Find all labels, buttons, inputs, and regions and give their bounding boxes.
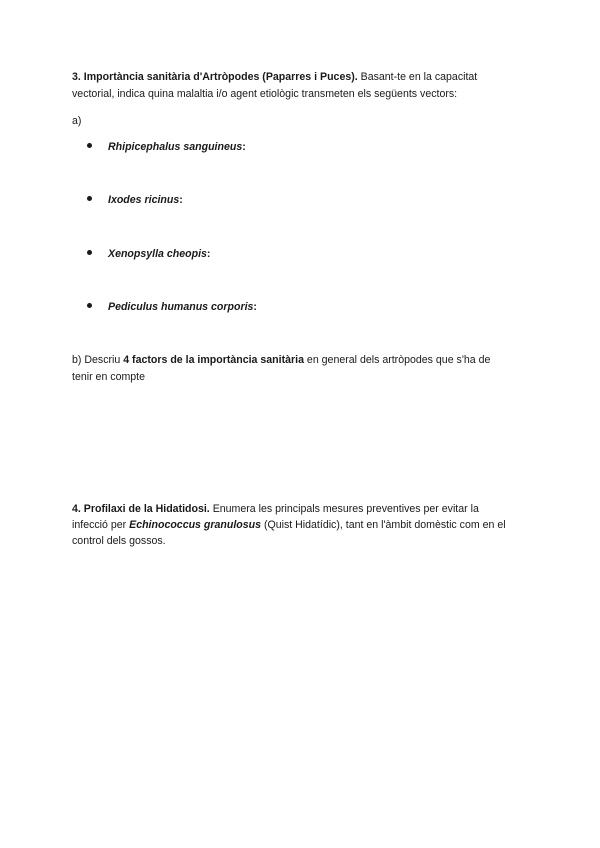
species-name: Echinococcus granulosus — [129, 519, 261, 531]
q3-part-b-line-2: tenir en compte — [72, 371, 146, 383]
q3-title: 3. Importància sanitària d'Artròpodes (Paparres i Puces). — [72, 71, 358, 83]
q3-line-2: vectorial, indica quina malaltia i/o agent etiològic transmeten els següents vectors: — [72, 88, 458, 100]
q4-line-2-prefix: infecció per — [72, 519, 130, 531]
vector-colon: : — [206, 248, 211, 260]
q4-line-2-rest: (Quist Hidatídic), tant en l'àmbit domèstic com en el — [261, 519, 506, 531]
q4-line-3: control dels gossos. — [72, 535, 166, 547]
q3-intro-text: Basant-te en la capacitat — [357, 71, 478, 83]
q4-line-1 — [72, 502, 479, 516]
q4-line-2 — [72, 518, 506, 532]
vector-name: Pediculus humanus corporis — [108, 301, 254, 313]
list-item — [87, 140, 246, 154]
part-b-rest: en general dels artròpodes que s'ha de — [303, 354, 491, 366]
list-item — [87, 247, 210, 261]
list-item — [87, 300, 257, 314]
part-b-bold: 4 factors de la importància sanitària — [123, 354, 304, 366]
bullet-icon — [87, 143, 92, 148]
vector-name: Rhipicephalus sanguineus — [108, 141, 243, 153]
vector-colon: : — [242, 141, 246, 153]
q3-line-1 — [72, 70, 477, 84]
bullet-icon — [87, 196, 92, 201]
vector-name: Xenopsylla cheopis — [108, 248, 207, 260]
list-item — [87, 193, 183, 207]
q3-part-a-label: a) — [72, 115, 82, 127]
vector-colon: : — [253, 301, 257, 313]
q4-title: 4. Profilaxi de la Hidatidosi. — [72, 503, 210, 515]
part-b-prefix: b) Descriu — [72, 354, 124, 366]
bullet-icon — [87, 303, 92, 308]
q3-part-b-line-1 — [72, 353, 490, 367]
bullet-icon — [87, 250, 92, 255]
vector-name: Ixodes ricinus — [108, 194, 180, 206]
vector-colon: : — [179, 194, 183, 206]
q4-intro-text: Enumera les principals mesures preventives per evitar la — [209, 503, 479, 515]
